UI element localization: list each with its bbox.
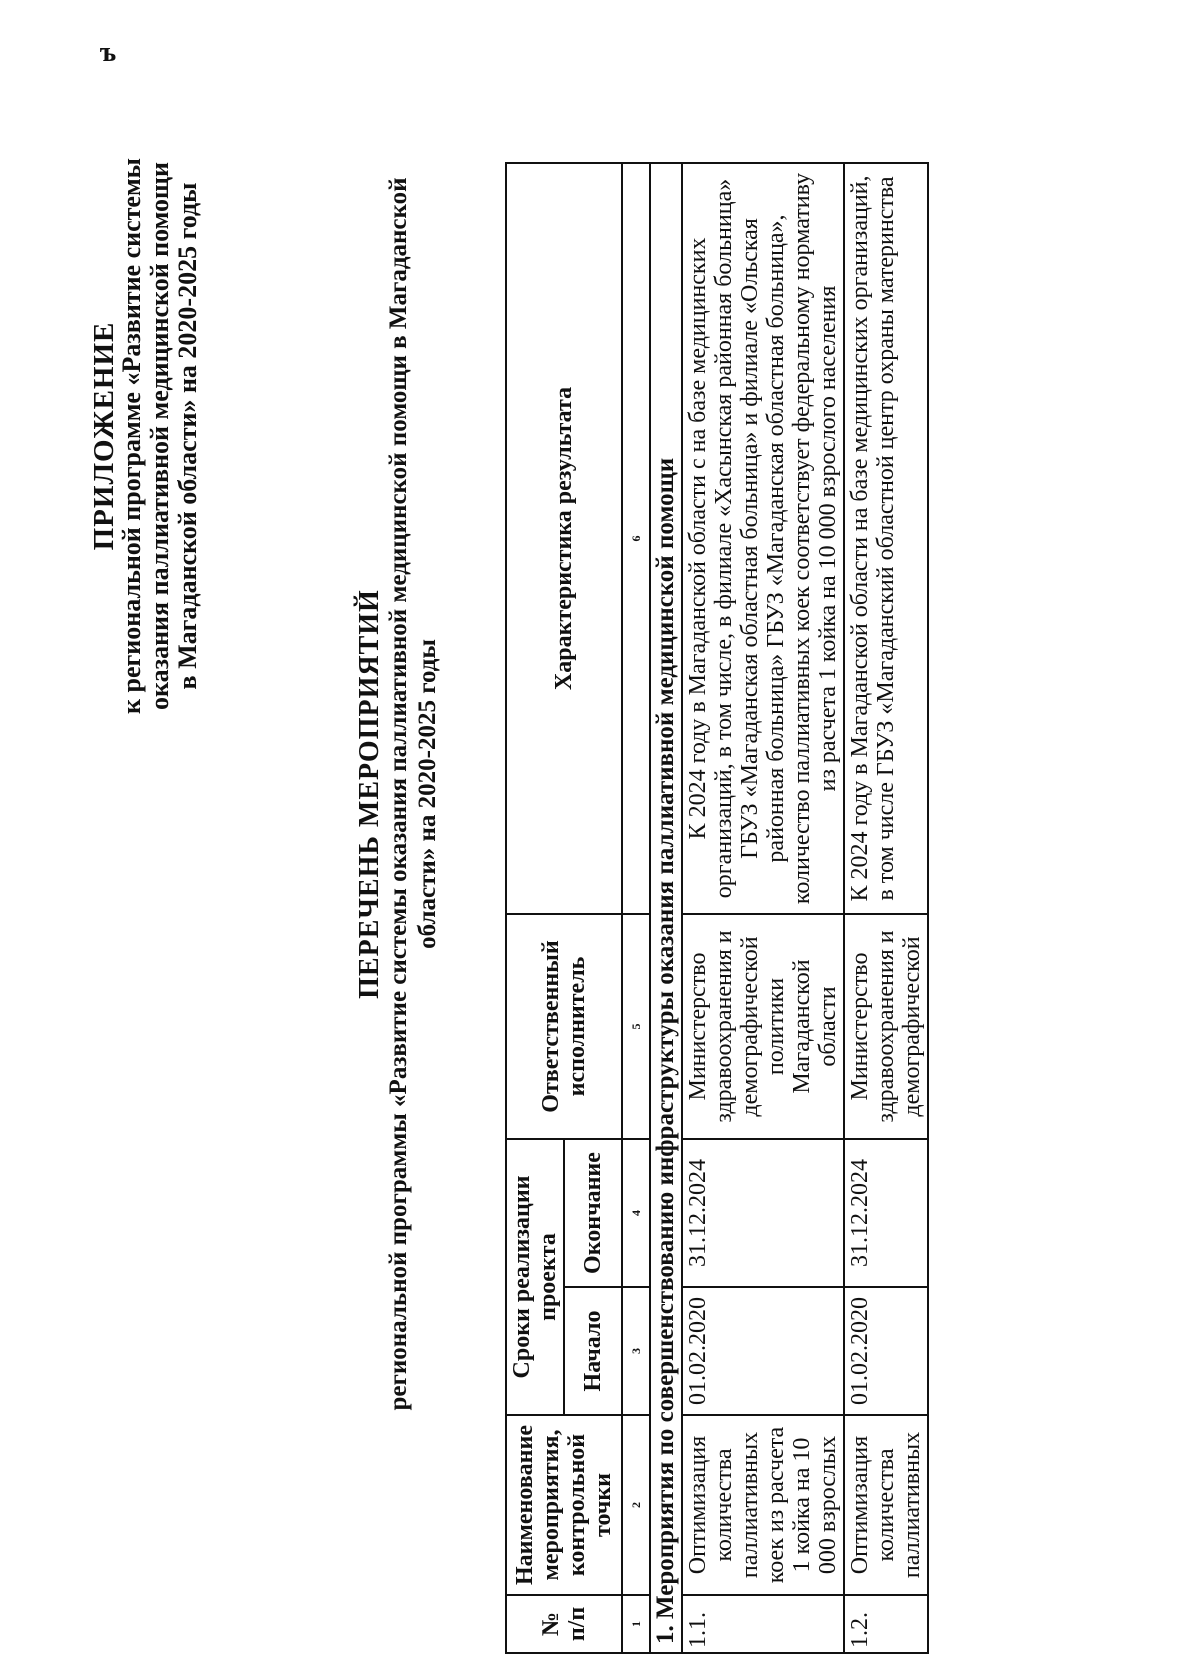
section-row [650, 163, 682, 1653]
row-result: К 2024 году в Магаданской области с на базе медицинских организаций, в том числе, в филиале «Хасынская районная больница» ГБУЗ «Магаданская областная больница» и филиале «Ольская районная больница» ГБУЗ «Магаданская областная больница», количество паллиативных коек соответствует федеральному нормативу из расчета 1 койка на 10 000 взрослого населения [682, 163, 844, 914]
heading-title: ПЕРЕЧЕНЬ МЕРОПРИЯТИЙ [354, 589, 385, 999]
header-terms: Сроки реализации проекта [506, 1139, 564, 1415]
handwritten-mark: ъ [99, 36, 117, 68]
header-row [506, 163, 564, 1653]
column-number-row [622, 163, 650, 1653]
row-start: 01.02.2020 [682, 1287, 844, 1415]
row-name: Оптимизация количества паллиативных [844, 1415, 928, 1595]
row-number: 1.2. [844, 1595, 928, 1653]
heading-line: области» на 2020-2025 годы [414, 639, 441, 949]
header-start: Начало [564, 1287, 622, 1415]
appendix-block [90, 0, 202, 926]
appendix-line: к региональной программе «Развитие системы [117, 158, 146, 714]
appendix-line: оказания паллиативной медицинской помощи [145, 162, 174, 710]
column-number: 1 [622, 1595, 650, 1653]
header-end: Окончание [564, 1139, 622, 1287]
column-number: 6 [622, 163, 650, 914]
column-number: 2 [622, 1415, 650, 1595]
measures-table [505, 162, 929, 1654]
column-number: 5 [622, 914, 650, 1139]
appendix-title: ПРИЛОЖЕНИЕ [88, 321, 120, 551]
table-row [844, 163, 928, 1653]
column-number: 3 [622, 1287, 650, 1415]
heading-line: региональной программы «Развитие системы оказания паллиативной медицинской помощи в Магаданской [385, 177, 412, 1411]
table-row [682, 163, 844, 1653]
column-number: 4 [622, 1139, 650, 1287]
header-num: № п/п [506, 1595, 622, 1653]
row-name: Оптимизация количества паллиативных коек из расчета 1 койка на 10 000 взрослых [682, 1415, 844, 1595]
header-responsible: Ответственный исполнитель [506, 914, 622, 1139]
row-result: К 2024 году в Магаданской области на базе медицинских организаций, в том числе ГБУЗ «Магаданский областной центр охраны материнства [844, 163, 928, 914]
row-number: 1.1. [682, 1595, 844, 1653]
row-start: 01.02.2020 [844, 1287, 928, 1415]
header-name: Наименование мероприятия, контрольной точки [506, 1415, 622, 1595]
row-end: 31.12.2024 [682, 1139, 844, 1287]
row-end: 31.12.2024 [844, 1139, 928, 1287]
row-responsible: Министерство здравоохранения и демографической политики Магаданской области [682, 914, 844, 1139]
header-result: Характеристика результата [506, 163, 622, 914]
row-responsible: Министерство здравоохранения и демографической [844, 914, 928, 1139]
document-heading [355, 144, 442, 1444]
section-title: 1. Мероприятия по совершенствованию инфраструктуры оказания паллиативной медицинской помощи [650, 163, 682, 1653]
appendix-line: в Магаданской области» на 2020-2025 годы [173, 182, 202, 690]
